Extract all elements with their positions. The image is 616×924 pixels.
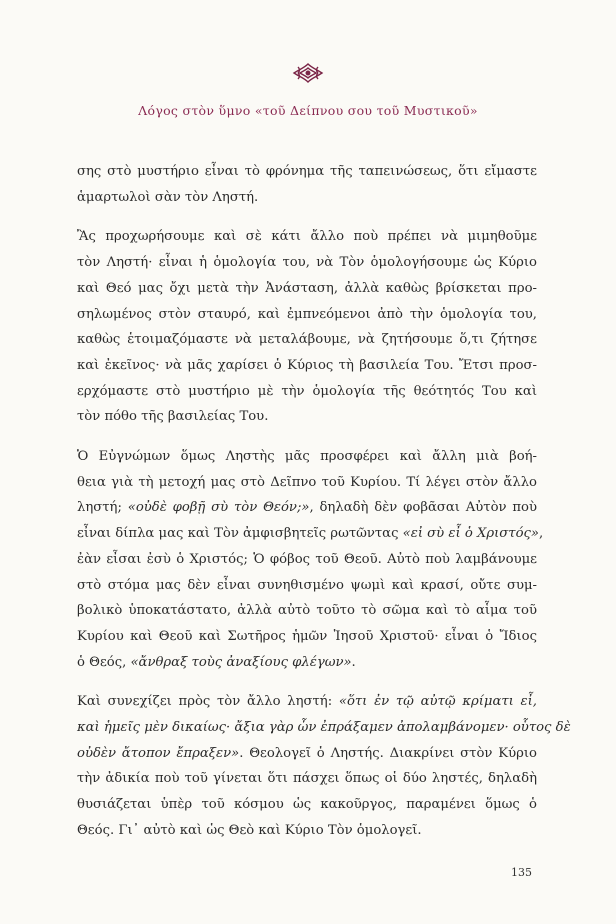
quoted-text: «οὐδὲ φοβῇ σὺ τὸν Θεόν;» bbox=[127, 500, 310, 516]
text-line bbox=[77, 598, 537, 624]
text-run: τὸν Ληστή· εἶναι ἡ ὁμολογία του, νὰ Τὸν ὁμολογήσουμε ὡς Κύριο bbox=[77, 255, 537, 271]
quoted-text: «ἄνθραξ τοὺς ἀναξίους φλέγων» bbox=[130, 654, 352, 670]
text-line bbox=[77, 818, 537, 844]
text-run: τὸν πόθο τῆς βασιλείας Του. bbox=[77, 409, 269, 425]
text-line bbox=[77, 353, 537, 379]
text-run: Ἂς προχωρήσουμε καὶ σὲ κάτι ἄλλο ποὺ πρέπει νὰ μιμηθοῦμε bbox=[77, 229, 537, 245]
text-line bbox=[77, 792, 537, 818]
paragraph bbox=[77, 444, 544, 675]
paragraph bbox=[77, 159, 537, 210]
text-line bbox=[77, 404, 537, 430]
floral-ornament-icon bbox=[0, 62, 616, 88]
text-line bbox=[77, 327, 537, 353]
text-run: Θεός. Γι᾽ αὐτὸ καὶ ὡς Θεὸ καὶ Κύριο Τὸν ὁμολογεῖ. bbox=[77, 822, 422, 838]
text-run: τὴν ἀδικία ποὺ τοῦ γίνεται ὅτι πάσχει ὅπως οἱ δύο ληστές, δηλαδὴ bbox=[77, 771, 537, 787]
text-run: , bbox=[538, 526, 544, 542]
text-line bbox=[77, 495, 537, 521]
paragraph-gap bbox=[77, 430, 537, 444]
text-run: ληστή; bbox=[77, 500, 128, 516]
text-run: στὸ στόμα μας δὲν εἶναι συνηθισμένο ψωμὶ καὶ κρασί, οὔτε συμ- bbox=[77, 577, 537, 593]
text-run: ἁμαρτωλοὶ σὰν τὸν Ληστή. bbox=[77, 189, 259, 205]
text-line bbox=[77, 379, 537, 405]
text-run: θεια γιὰ τὴ μετοχή μας στὸ Δεῖπνο τοῦ Κυρίου. Τί λέγει στὸν ἄλλο bbox=[77, 474, 537, 490]
text-line bbox=[77, 185, 537, 211]
text-line bbox=[77, 444, 537, 470]
quoted-text: «ὅτι ἐν τῷ αὐτῷ κρίματι εἶ, bbox=[338, 694, 537, 710]
page-number: 135 bbox=[511, 866, 532, 879]
text-run: ερχόμαστε στὸ μυστήριο μὲ τὴν ὁμολογία τῆς θεότητός Του καὶ bbox=[77, 383, 537, 399]
text-line bbox=[77, 159, 537, 185]
paragraph-gap bbox=[77, 675, 537, 689]
text-line bbox=[77, 250, 537, 276]
text-run: καὶ Θεό μας ὄχι μετὰ τὴν Ἀνάσταση, ἀλλὰ καθὼς βρίσκεται προ- bbox=[77, 280, 537, 296]
text-line bbox=[77, 302, 537, 328]
text-run: καθὼς ἑτοιμαζόμαστε νὰ μεταλάβουμε, νὰ ζητήσουμε ὅ,τι ζήτησε bbox=[77, 332, 537, 348]
quoted-text: καὶ ἡμεῖς μὲν δικαίως· ἄξια γὰρ ὧν ἐπράξαμεν ἀπολαμβάνομεν· οὗτος δὲ bbox=[77, 720, 571, 736]
text-line bbox=[77, 547, 537, 573]
text-run: εἶναι δίπλα μας καὶ Τὸν ἀμφισβητεῖς ρωτῶντας bbox=[77, 526, 403, 542]
text-run: Ὁ Εὐγνώμων ὅμως Ληστὴς μᾶς προσφέρει καὶ ἄλλη μιὰ βοή- bbox=[77, 449, 537, 465]
text-line bbox=[77, 715, 571, 741]
text-run: ὁ Θεός, bbox=[77, 654, 131, 670]
text-line bbox=[77, 276, 537, 302]
paragraph bbox=[77, 689, 571, 843]
text-line bbox=[77, 689, 537, 715]
text-line bbox=[77, 624, 537, 650]
text-line bbox=[77, 224, 537, 250]
body-text bbox=[77, 159, 571, 844]
text-run: Κυρίου καὶ Θεοῦ καὶ Σωτῆρος ἡμῶν Ἰησοῦ Χριστοῦ· εἶναι ὁ Ἴδιος bbox=[77, 628, 537, 644]
text-run: ἐὰν εἶσαι ἐσὺ ὁ Χριστός; Ὁ φόβος τοῦ Θεοῦ. Αὐτὸ ποὺ λαμβάνουμε bbox=[77, 551, 537, 567]
text-line bbox=[77, 741, 537, 767]
text-run: σηλωμένος στὸν σταυρό, καὶ ἐμπνεόμενοι ἀπὸ τὴν ὁμολογία του, bbox=[77, 306, 537, 322]
text-run: καὶ ἐκεῖνος· νὰ μᾶς χαρίσει ὁ Κύριος τὴ βασιλεία Του. Ἔτσι προσ- bbox=[77, 357, 537, 373]
text-run: σης στὸ μυστήριο εἶναι τὸ φρόνημα τῆς ταπεινώσεως, ὅτι εἴμαστε bbox=[77, 164, 537, 179]
text-line bbox=[77, 766, 537, 792]
paragraph bbox=[77, 224, 537, 430]
text-run: βολικὸ ὑποκατάστατο, ἀλλὰ αὐτὸ τοῦτο τὸ σῶμα καὶ τὸ αἷμα τοῦ bbox=[77, 603, 537, 619]
quoted-text: οὐδὲν ἄτοπον ἔπραξεν» bbox=[77, 745, 240, 761]
text-line bbox=[77, 650, 537, 676]
text-line bbox=[77, 573, 537, 599]
running-head: Λόγος στὸν ὕμνο «τοῦ Δείπνου σου τοῦ Μυστικοῦ» bbox=[138, 103, 478, 118]
text-run: θυσιάζεται ὑπὲρ τοῦ κόσμου ὡς κακοῦργος, παραμένει ὅμως ὁ bbox=[77, 797, 537, 813]
paragraph-gap bbox=[77, 210, 537, 224]
text-line bbox=[77, 470, 537, 496]
text-run: , δηλαδὴ δὲν φοβᾶσαι Αὐτὸν ποὺ bbox=[309, 500, 538, 516]
text-run: Καὶ συνεχίζει πρὸς τὸν ἄλλο ληστή: bbox=[77, 694, 339, 710]
text-line bbox=[77, 521, 544, 547]
quoted-text: «εἰ σὺ εἶ ὁ Χριστός» bbox=[402, 526, 539, 542]
text-run: . Θεολογεῖ ὁ Ληστής. Διακρίνει στὸν Κύριο bbox=[239, 745, 537, 761]
text-run: . bbox=[351, 654, 356, 670]
